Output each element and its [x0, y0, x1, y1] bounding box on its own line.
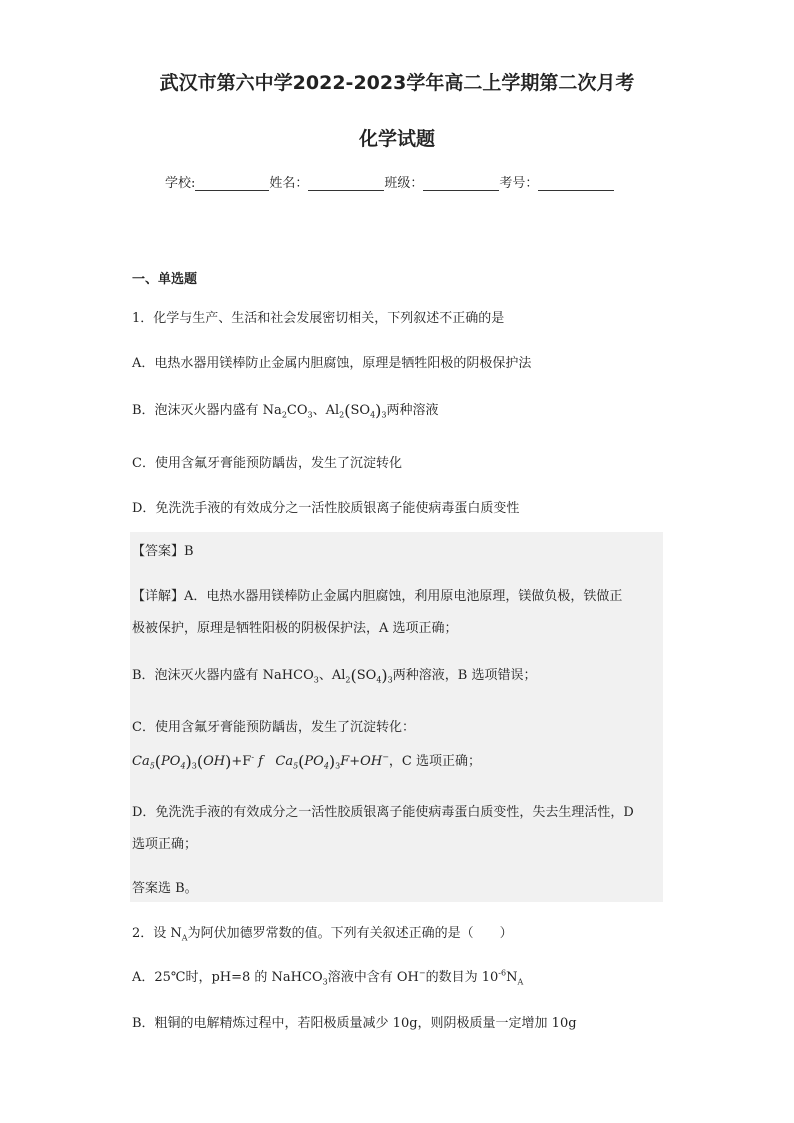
- exam-no-blank: [538, 176, 614, 191]
- q1-option-c: C．使用含氟牙膏能预防龋齿，发生了沉淀转化: [132, 456, 402, 471]
- name-label: 姓名：: [269, 176, 309, 191]
- q1-equation: $Ca_5(PO_4)_3(OH)+F^-$ f $Ca_5(PO_4)_3F+OH^-$，C 选项正确；: [132, 752, 481, 771]
- q1-detail-d-line-1: D．免洗洗手液的有效成分之一活性胶质银离子能使病毒蛋白质变性，失去生理活性，D: [132, 805, 634, 820]
- name-blank: [308, 176, 384, 191]
- school-label: 学校:: [165, 176, 196, 191]
- q1-option-b: B．泡沫灭火器内盛有 $Na_2CO_3$、$Al_2(SO_4)_3$两种溶液: [132, 401, 439, 420]
- q1-detail-c: C．使用含氟牙膏能预防龋齿，发生了沉淀转化：: [132, 720, 415, 735]
- q1-conclusion: 答案选 B。: [132, 881, 198, 896]
- q1-answer: 【答案】B: [132, 544, 194, 559]
- section-heading: 一、单选题: [132, 272, 198, 287]
- class-label: 班级：: [384, 176, 424, 191]
- q1-option-a: A．电热水器用镁棒防止金属内胆腐蚀，原理是牺牲阳极的阴极保护法: [132, 356, 532, 371]
- q1-detail-line-2: 极被保护，原理是牺牲阳极的阴极保护法，A 选项正确；: [132, 621, 458, 636]
- q1-stem: 1．化学与生产、生活和社会发展密切相关，下列叙述不正确的是: [132, 311, 505, 326]
- q2-stem: 2．设 $N_A$为阿伏加德罗常数的值。下列有关叙述正确的是（ ）: [132, 926, 513, 943]
- q2-option-b: B．粗铜的电解精炼过程中，若阳极质量减少 10g，则阴极质量一定增加 10g: [132, 1016, 577, 1031]
- q1-option-d: D．免洗洗手液的有效成分之一活性胶质银离子能使病毒蛋白质变性: [132, 501, 520, 516]
- q2-option-a: A．25℃时，pH=8 的 NaHCO$_3$溶液中含有 OH−的数目为 $10^{-6}N_A$: [132, 968, 524, 987]
- student-info-line: [165, 172, 614, 191]
- exam-no-label: 考号：: [499, 176, 539, 191]
- q1-detail-line-1: 【详解】A．电热水器用镁棒防止金属内胆腐蚀，利用原电池原理，镁做负极，铁做正: [132, 589, 623, 604]
- q1-detail-b: B．泡沫灭火器内盛有 NaHCO$_3$、$Al_2(SO_4)_3$两种溶液，B 选项错误；: [132, 666, 537, 685]
- school-blank: [195, 176, 269, 191]
- q1-detail-d-line-2: 选项正确；: [132, 837, 198, 852]
- document-subtitle: 化学试题: [358, 128, 435, 150]
- class-blank: [423, 176, 499, 191]
- document-title: 武汉市第六中学2022-2023学年高二上学期第二次月考: [159, 72, 635, 94]
